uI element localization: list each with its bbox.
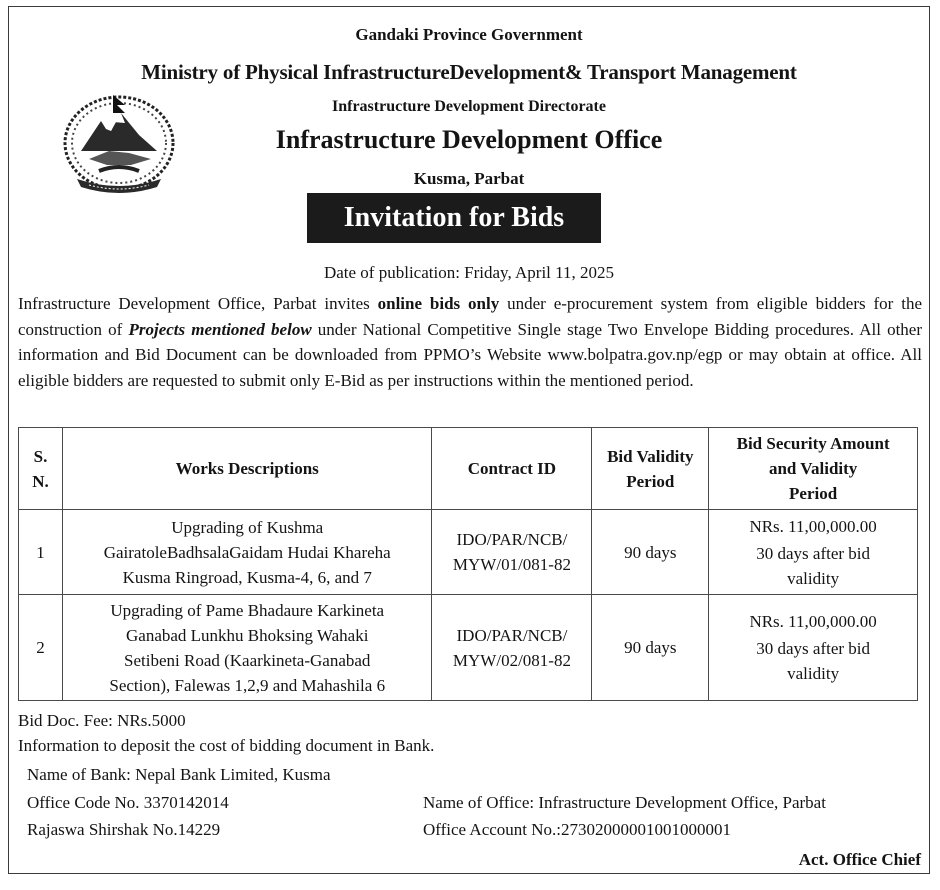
header-works: Works Descriptions [62, 428, 432, 510]
bids-table [18, 427, 918, 701]
intro-text-3: under National Competitive Single stage Two Envelope Bidding procedures. All other information and Bid Document can be downloaded from PPMO’s Website www.bolpatra.gov.np/egp or may obtain at office. All eligible bidders are requested to submit only E-Bid as per instructions within the mentioned period. [18, 319, 922, 390]
office-location: Kusma, Parbat [413, 169, 525, 188]
row-validity: 90 days [592, 595, 709, 701]
table-row [19, 595, 918, 701]
office-code: Office Code No. 3370142014 [27, 793, 229, 812]
bid-doc-fee: Bid Doc. Fee: NRs.5000 [18, 711, 186, 730]
row-validity: 90 days [592, 510, 709, 595]
invitation-banner: Invitation for Bids [307, 193, 601, 243]
header-bid-validity: Bid Validity Period [592, 428, 709, 510]
bid-notice [8, 6, 930, 874]
intro-text-2: under e-procurement system from eligible bidders for the construction of [18, 294, 922, 339]
row-works: Upgrading of Kushma GairatoleBadhsalaGaidam Hudai Khareha Kusma Ringroad, Kusma-4, 6, and 7 [62, 510, 432, 595]
row-works: Upgrading of Pame Bhadaure Karkineta Ganabad Lunkhu Bhoksing Wahaki Setibeni Road (Kaarkineta-Ganabad Section), Falewas 1,2,9 and Mahashila 6 [62, 595, 432, 701]
office-name-footer: Name of Office: Infrastructure Development Office, Parbat [423, 793, 826, 812]
row-contract-id: IDO/PAR/NCB/ MYW/01/081-82 [432, 510, 592, 595]
intro-bold-online: online bids only [377, 294, 500, 313]
row-security: NRs. 11,00,000.00 30 days after bid validity [709, 595, 918, 701]
intro-bold-italic-projects: Projects mentioned below [128, 319, 312, 339]
row-contract-id: IDO/PAR/NCB/ MYW/02/081-82 [432, 595, 592, 701]
rajaswa-shirshak: Rajaswa Shirshak No.14229 [27, 820, 221, 839]
header-contract-id: Contract ID [432, 428, 592, 510]
row-security: NRs. 11,00,000.00 30 days after bid validity [709, 510, 918, 595]
nepal-emblem-icon [59, 87, 179, 195]
table-row [19, 510, 918, 595]
header-bid-security: Bid Security Amount and Validity Period [709, 428, 918, 510]
header-sn: S. N. [19, 428, 63, 510]
intro-text-1: Infrastructure Development Office, Parbat invites [18, 294, 378, 313]
table-header-row [19, 428, 918, 510]
signature-title: Act. Office Chief [798, 850, 921, 869]
deposit-info: Information to deposit the cost of bidding document in Bank. [18, 736, 435, 755]
ministry-name: Ministry of Physical InfrastructureDevelopment& Transport Management [141, 60, 797, 84]
directorate-name: Infrastructure Development Directorate [332, 98, 606, 115]
office-account: Office Account No.:27302000001001000001 [423, 820, 732, 839]
government-name: Gandaki Province Government [355, 25, 583, 44]
row-sn: 1 [19, 510, 63, 595]
row-sn: 2 [19, 595, 63, 701]
office-name: Infrastructure Development Office [275, 125, 663, 154]
bank-name: Name of Bank: Nepal Bank Limited, Kusma [27, 765, 331, 784]
intro-paragraph [18, 291, 922, 393]
publication-date: Date of publication: Friday, April 11, 2025 [323, 263, 615, 282]
